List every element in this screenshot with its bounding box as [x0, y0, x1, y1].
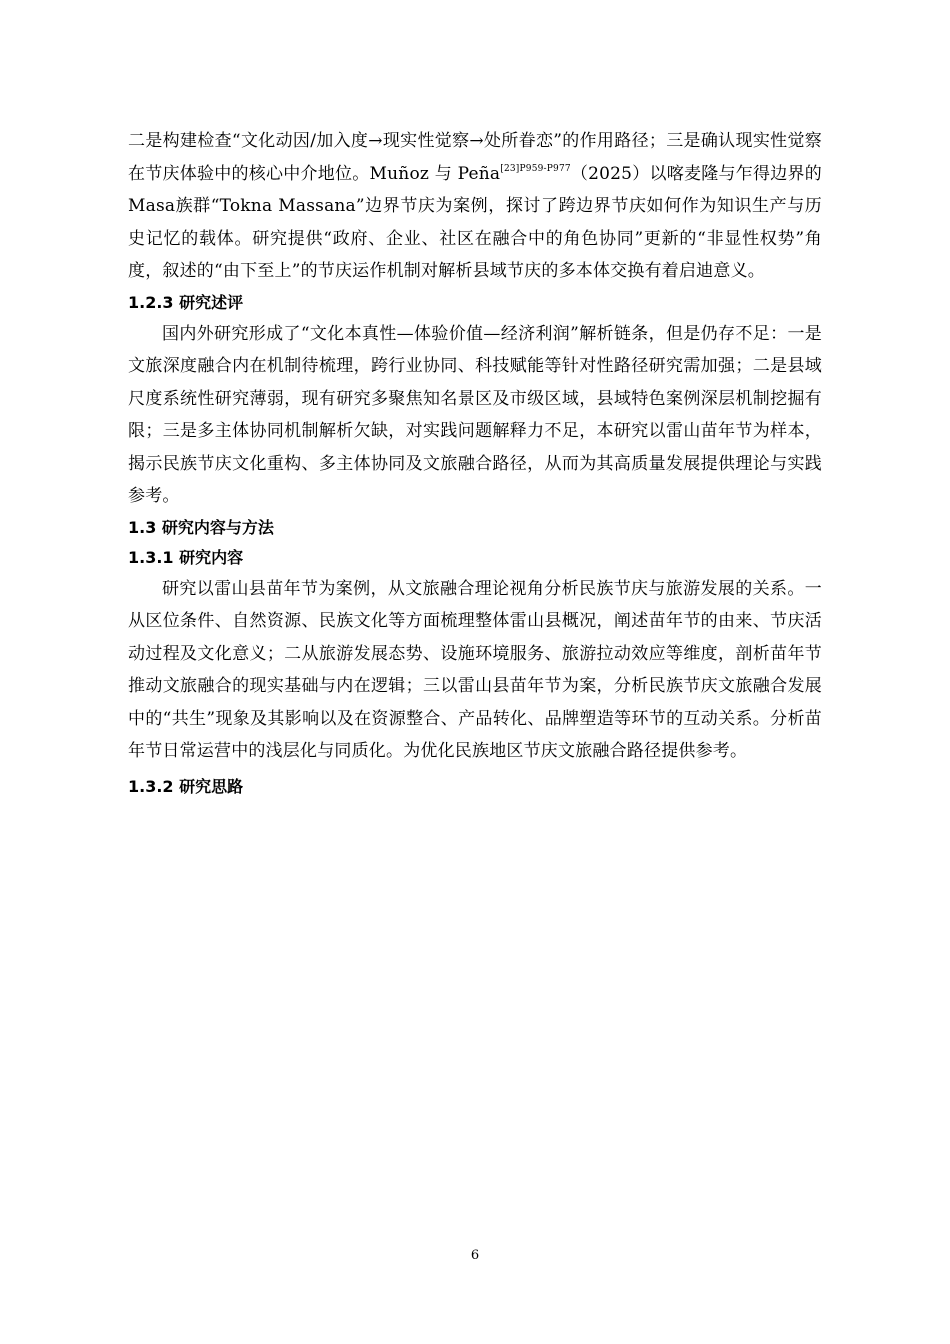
heading-1-3-2: 1.3.2 研究思路	[128, 776, 244, 796]
heading-1-2-3: 1.2.3 研究述评	[128, 292, 244, 312]
heading-1-3-1: 1.3.1 研究内容	[128, 547, 244, 567]
paragraph-intro-continuation	[128, 125, 822, 288]
citation-superscript: [23]P959-P977	[500, 163, 571, 174]
paragraph-research-content: 研究以雷山县苗年节为案例，从文旅融合理论视角分析民族节庆与旅游发展的关系。一从区位条件、自然资源、民族文化等方面梳理整体雷山县概况，阐述苗年节的由来、节庆活动过程及文化意义；二从旅游发展态势、设施环境服务、旅游拉动效应等维度，剖析苗年节推动文旅融合的现实基础与内在逻辑；三以雷山县苗年节为案，分析民族节庆文旅融合发展中的“共生”现象及其影响以及在资源整合、产品转化、品牌塑造等环节的互动关系。分析苗年节日常运营中的浅层化与同质化。为优化民族地区节庆文旅融合路径提供参考。	[128, 578, 822, 761]
paragraph-intro-part1: 二是构建检查“文化动因/加入度→现实性觉察→处所眷恋”的作用路径；三是确认现实性觉察在节庆体验中的核心中介地位。Muñoz 与 Peña	[128, 131, 822, 184]
paragraph-intro-part2: （2025）以喀麦隆与乍得边界的Masa族群“Tokna Massana”边界节庆为案例，探讨了跨边界节庆如何作为知识生产与历史记忆的载体。研究提供“政府、企业、社区在融合中的角色协同”更新的“非显性权势”角度，叙述的“由下至上”的节庆运作机制对解析县域节庆的多本体交换有着启迪意义。	[128, 163, 822, 281]
paragraph-review: 国内外研究形成了“文化本真性—体验价值—经济利润”解析链条，但是仍存不足：一是文旅深度融合内在机制待梳理，跨行业协同、科技赋能等针对性路径研究需加强；二是县域尺度系统性研究薄弱，现有研究多聚焦知名景区及市级区域，县域特色案例深层机制挖掘有限；三是多主体协同机制解析欠缺，对实践问题解释力不足，本研究以雷山苗年节为样本，揭示民族节庆文化重构、多主体协同及文旅融合路径，从而为其高质量发展提供理论与实践参考。	[128, 323, 822, 506]
heading-1-3: 1.3 研究内容与方法	[128, 517, 274, 537]
page-content	[128, 125, 822, 802]
page-number: 6	[470, 1248, 480, 1263]
